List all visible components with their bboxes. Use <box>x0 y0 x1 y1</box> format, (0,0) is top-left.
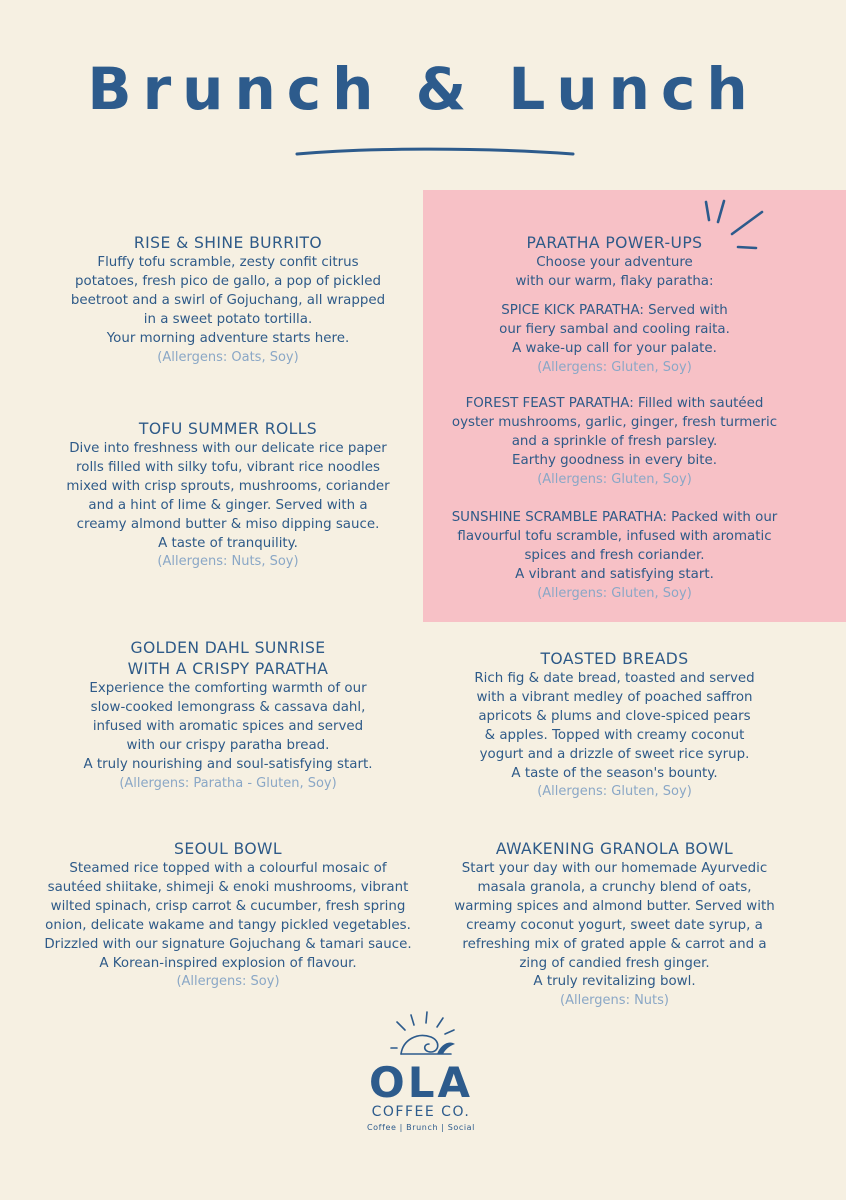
item-title-line: GOLDEN DAHL SUNRISE <box>130 639 326 657</box>
allergens-note: (Allergens: Nuts, Soy) <box>157 554 299 570</box>
item-desc-line: Start your day with our homemade Ayurvedic <box>461 861 768 876</box>
menu-item-paratha-power-ups <box>423 233 806 604</box>
item-desc-line: infused with aromatic spices and served <box>92 718 364 734</box>
ola-logo <box>356 1010 486 1132</box>
item-desc-line: sautéed shiitake, shimeji & enoki mushrooms, vibrant <box>47 879 409 895</box>
menu-item-rise-shine-burrito <box>28 233 428 367</box>
option-line: SUNSHINE SCRAMBLE PARATHA: Packed with our <box>451 509 778 525</box>
item-desc-line: with our crispy paratha bread. <box>126 737 330 753</box>
item-desc-line: A truly revitalizing bowl. <box>533 974 696 990</box>
item-desc-line: with a vibrant medley of poached saffron <box>476 689 753 705</box>
option-line: oyster mushrooms, garlic, ginger, fresh turmeric <box>451 415 778 431</box>
allergens-note: (Allergens: Soy) <box>176 974 280 990</box>
option-line: SPICE KICK PARATHA: Served with <box>501 302 728 318</box>
option-line: Earthy goodness in every bite. <box>512 453 717 469</box>
item-desc-line: Fluffy tofu scramble, zesty confit citrus <box>97 255 359 270</box>
item-desc-line: slow-cooked lemongrass & cassava dahl, <box>90 699 366 715</box>
item-desc-line: Experience the comforting warmth of our <box>89 681 367 696</box>
title-underline <box>295 145 577 159</box>
item-desc-line: zing of candied fresh ginger. <box>519 955 710 971</box>
option-line: flavourful tofu scramble, infused with aromatic <box>457 528 772 544</box>
menu-item-tofu-summer-rolls <box>28 419 428 572</box>
allergens-note: (Allergens: Oats, Soy) <box>157 349 299 365</box>
item-title: AWAKENING GRANOLA BOWL <box>495 840 734 858</box>
option-line: A wake-up call for your palate. <box>512 340 717 356</box>
item-desc-line: wilted spinach, crisp carrot & cucumber, fresh spring <box>50 898 406 914</box>
allergens-note: (Allergens: Paratha - Gluten, Soy) <box>119 775 337 791</box>
item-desc-line: rolls filled with silky tofu, vibrant rice noodles <box>76 459 380 475</box>
allergens-note: (Allergens: Gluten, Soy) <box>537 359 692 375</box>
intro-line: with our warm, flaky paratha: <box>515 273 714 289</box>
item-title: TOASTED BREADS <box>540 650 689 668</box>
menu-item-toasted-breads <box>423 649 806 802</box>
page-title: Brunch & Lunch <box>87 55 759 123</box>
paratha-option-sunshine-scramble <box>423 509 806 604</box>
item-desc-line: A taste of tranquility. <box>158 535 298 551</box>
menu-item-awakening-granola-bowl <box>423 839 806 1011</box>
menu-item-golden-dahl-sunrise <box>28 638 428 793</box>
item-desc-line: mixed with crisp sprouts, mushrooms, coriander <box>66 478 390 494</box>
item-title: PARATHA POWER-UPS <box>526 234 703 252</box>
logo-subtitle: COFFEE CO. <box>371 1104 471 1120</box>
item-title: SEOUL BOWL <box>174 840 282 858</box>
option-line: A vibrant and satisfying start. <box>515 566 714 582</box>
item-desc-line: masala granola, a crunchy blend of oats, <box>477 879 752 895</box>
item-title-line: WITH A CRISPY PARATHA <box>127 660 329 678</box>
item-desc-line: A Korean-inspired explosion of flavour. <box>99 955 357 971</box>
item-desc-line: Steamed rice topped with a colourful mosaic of <box>69 861 387 876</box>
item-desc-line: A taste of the season's bounty. <box>511 765 718 781</box>
item-desc-line: Drizzled with our signature Gojuchang & tamari sauce. <box>44 936 412 952</box>
logo-wordmark: OLA <box>369 1058 473 1107</box>
item-desc-line: and a hint of lime & ginger. Served with a <box>88 497 368 513</box>
allergens-note: (Allergens: Gluten, Soy) <box>537 585 692 601</box>
item-title: RISE & SHINE BURRITO <box>133 234 323 252</box>
item-desc-line: A truly nourishing and soul-satisfying start. <box>83 756 373 772</box>
item-desc-line: refreshing mix of grated apple & carrot and a <box>462 936 767 952</box>
item-desc-line: in a sweet potato tortilla. <box>143 311 313 327</box>
option-line: and a sprinkle of fresh parsley. <box>511 434 718 450</box>
item-desc-line: creamy almond butter & miso dipping sauce. <box>76 516 380 532</box>
item-desc-line: & apples. Topped with creamy coconut <box>484 727 745 743</box>
intro-line: Choose your adventure <box>536 255 693 270</box>
paratha-option-forest-feast <box>423 395 806 490</box>
allergens-note: (Allergens: Gluten, Soy) <box>537 784 692 800</box>
item-desc-line: apricots & plums and clove-spiced pears <box>478 708 751 724</box>
item-desc-line: Dive into freshness with our delicate rice paper <box>69 441 387 456</box>
item-desc-line: beetroot and a swirl of Gojuchang, all wrapped <box>70 292 386 308</box>
item-desc-line: Your morning adventure starts here. <box>106 330 350 346</box>
option-line: spices and fresh coriander. <box>524 547 705 563</box>
logo-tagline: Coffee | Brunch | Social <box>366 1123 476 1132</box>
allergens-note: (Allergens: Gluten, Soy) <box>537 472 692 488</box>
allergens-note: (Allergens: Nuts) <box>560 993 669 1009</box>
item-desc-line: creamy coconut yogurt, sweet date syrup, a <box>466 917 763 933</box>
item-desc-line: yogurt and a drizzle of sweet rice syrup. <box>479 746 750 762</box>
wave-sun-icon <box>381 1010 461 1060</box>
paratha-option-spice-kick <box>423 302 806 378</box>
item-desc-line: potatoes, fresh pico de gallo, a pop of pickled <box>75 273 381 289</box>
item-title: TOFU SUMMER ROLLS <box>138 420 318 438</box>
option-line: our fiery sambal and cooling raita. <box>499 321 730 337</box>
item-desc-line: Rich fig & date bread, toasted and served <box>474 671 755 686</box>
option-line: FOREST FEAST PARATHA: Filled with sautéed <box>465 396 764 412</box>
item-desc-line: onion, delicate wakame and tangy pickled vegetables. <box>45 917 411 933</box>
item-desc-line: warming spices and almond butter. Served with <box>454 898 775 914</box>
menu-item-seoul-bowl <box>18 839 438 992</box>
